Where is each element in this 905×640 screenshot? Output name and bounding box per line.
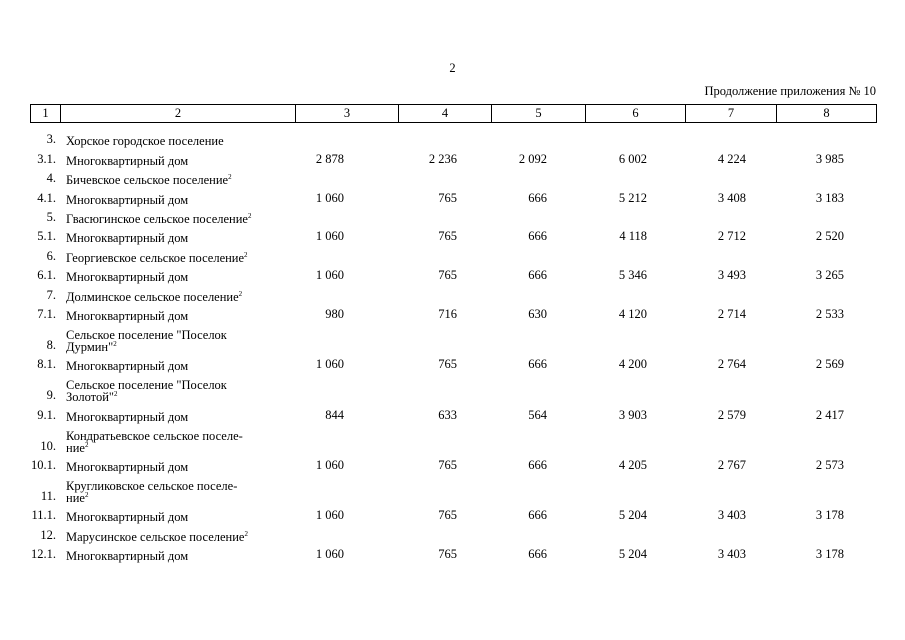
table-row: [30, 322, 876, 353]
value-cell: [398, 523, 491, 542]
value-cell: 1 060: [315, 458, 344, 473]
value-cell: [585, 128, 685, 147]
row-number: 7.1.: [37, 306, 56, 321]
column-header: 2: [61, 105, 296, 123]
row-number: 10.1.: [31, 458, 56, 473]
value-cell: [491, 206, 585, 225]
table-row: [30, 128, 876, 147]
row-number: 12.1.: [31, 547, 56, 562]
value-cell: [491, 372, 585, 403]
row-name: [60, 225, 295, 244]
footnote-marker: 2: [84, 490, 89, 499]
column-header: 7: [686, 105, 777, 123]
value-cell: 3 403: [717, 508, 746, 523]
row-number: 8.: [46, 337, 56, 352]
value-cell: [776, 167, 876, 186]
table-row: [30, 473, 876, 504]
value-cell: [685, 372, 776, 403]
column-header: 5: [492, 105, 586, 123]
row-name: [60, 473, 295, 504]
value-cell: 3 493: [717, 268, 746, 283]
column-header-row: [31, 105, 877, 123]
value-cell: [398, 167, 491, 186]
row-name-text: Многоквартирный дом: [66, 153, 189, 168]
value-cell: 666: [528, 229, 547, 244]
value-cell: [491, 128, 585, 147]
row-name-text: Долминское сельское поселение: [66, 289, 239, 304]
value-cell: 2 579: [717, 407, 746, 422]
value-cell: [776, 473, 876, 504]
value-cell: 2 767: [717, 458, 746, 473]
value-cell: [776, 322, 876, 353]
row-name: [60, 303, 295, 322]
value-cell: [491, 244, 585, 263]
value-cell: 3 265: [815, 268, 844, 283]
footnote-marker: 2: [228, 173, 232, 182]
value-cell: [295, 423, 398, 454]
value-cell: 765: [438, 357, 457, 372]
value-cell: [398, 283, 491, 302]
column-header: 8: [777, 105, 877, 123]
table-row: [30, 303, 876, 322]
column-header: 1: [31, 105, 61, 123]
value-cell: 666: [528, 190, 547, 205]
value-cell: [776, 244, 876, 263]
value-cell: 765: [438, 547, 457, 562]
row-name: [60, 283, 295, 302]
row-name-line2: Дурмин": [66, 339, 114, 354]
row-number: 3.: [46, 132, 56, 147]
value-cell: 2 520: [815, 229, 844, 244]
row-name-line1: Сельское поселение "Поселок: [66, 327, 227, 342]
value-cell: [295, 322, 398, 353]
row-number: 9.1.: [37, 407, 56, 422]
value-cell: [685, 322, 776, 353]
value-cell: [295, 523, 398, 542]
value-cell: 765: [438, 508, 457, 523]
row-name: [60, 454, 295, 473]
row-name-line1: Кондратьевское сельское поселе-: [66, 428, 243, 443]
row-number: 11.: [40, 489, 56, 504]
value-cell: 666: [528, 458, 547, 473]
table-row: [30, 353, 876, 372]
row-number: 4.1.: [37, 190, 56, 205]
value-cell: 765: [438, 268, 457, 283]
column-header-table: [30, 104, 877, 123]
row-name: [60, 523, 295, 542]
row-name-line1: Сельское поселение "Поселок: [66, 378, 227, 393]
row-number: 11.1.: [31, 508, 56, 523]
table-row: [30, 423, 876, 454]
row-name: [60, 423, 295, 454]
value-cell: [685, 523, 776, 542]
value-cell: [295, 128, 398, 147]
row-name: [60, 147, 295, 166]
value-cell: 3 178: [815, 547, 844, 562]
footnote-marker: 2: [84, 440, 89, 449]
value-cell: 3 403: [717, 547, 746, 562]
value-cell: [295, 372, 398, 403]
row-name: [60, 403, 295, 422]
value-cell: [585, 206, 685, 225]
row-name-text: Многоквартирный дом: [66, 460, 189, 475]
footnote-marker: 2: [244, 250, 248, 259]
row-name: [60, 504, 295, 523]
footnote-marker: 2: [113, 339, 117, 348]
row-name: [60, 206, 295, 225]
value-cell: [398, 372, 491, 403]
value-cell: [776, 128, 876, 147]
value-cell: 5 204: [618, 508, 647, 523]
value-cell: 666: [528, 547, 547, 562]
value-cell: 4 120: [618, 306, 647, 321]
row-name-text: Гвасюгинское сельское поселение: [66, 211, 248, 226]
row-name-text: Многоквартирный дом: [66, 192, 189, 207]
table-row: [30, 244, 876, 263]
value-cell: 2 092: [518, 151, 547, 166]
footnote-marker: 2: [114, 390, 118, 399]
value-cell: 980: [325, 306, 344, 321]
table-row: [30, 225, 876, 244]
table-row: [30, 403, 876, 422]
value-cell: [585, 372, 685, 403]
value-cell: [491, 283, 585, 302]
row-name: [60, 372, 295, 403]
value-cell: 2 417: [815, 407, 844, 422]
value-cell: [776, 523, 876, 542]
value-cell: 2 714: [717, 306, 746, 321]
row-name: [60, 543, 295, 562]
value-cell: 564: [528, 407, 547, 422]
value-cell: [295, 167, 398, 186]
value-cell: [685, 244, 776, 263]
value-cell: 2 712: [717, 229, 746, 244]
value-cell: [295, 473, 398, 504]
row-name-text: Многоквартирный дом: [66, 231, 189, 246]
value-cell: 633: [438, 407, 457, 422]
value-cell: 2 533: [815, 306, 844, 321]
row-number: 5.1.: [37, 229, 56, 244]
value-cell: [398, 128, 491, 147]
value-cell: 5 204: [618, 547, 647, 562]
value-cell: 3 903: [618, 407, 647, 422]
value-cell: 3 183: [815, 190, 844, 205]
row-name-line1: Кругликовское сельское поселе-: [66, 479, 238, 494]
row-name-text: Многоквартирный дом: [66, 359, 189, 374]
value-cell: 765: [438, 190, 457, 205]
row-name: [60, 128, 295, 147]
value-cell: 716: [438, 306, 457, 321]
table-row: [30, 167, 876, 186]
value-cell: 5 346: [618, 268, 647, 283]
value-cell: [585, 423, 685, 454]
row-number: 6.: [46, 248, 56, 263]
table-row: [30, 454, 876, 473]
value-cell: [295, 244, 398, 263]
value-cell: [398, 322, 491, 353]
value-cell: [398, 244, 491, 263]
value-cell: 2 878: [315, 151, 344, 166]
table-row: [30, 504, 876, 523]
value-cell: [295, 283, 398, 302]
row-number: 6.1.: [37, 268, 56, 283]
value-cell: 1 060: [315, 547, 344, 562]
continuation-note: Продолжение приложения № 10: [704, 84, 876, 98]
value-cell: 1 060: [315, 268, 344, 283]
table-row: [30, 543, 876, 562]
value-cell: [585, 523, 685, 542]
row-number: 4.: [46, 171, 56, 186]
value-cell: [685, 423, 776, 454]
footnote-marker: 2: [247, 211, 252, 220]
value-cell: 6 002: [618, 151, 647, 166]
table-row: [30, 206, 876, 225]
value-cell: [685, 128, 776, 147]
table-row: [30, 264, 876, 283]
table-row: [30, 186, 876, 205]
value-cell: [398, 423, 491, 454]
value-cell: 630: [528, 306, 547, 321]
footnote-marker: 2: [244, 529, 248, 538]
row-name: [60, 264, 295, 283]
row-name-text: Многоквартирный дом: [66, 549, 189, 564]
row-name-text: Многоквартирный дом: [66, 308, 189, 323]
table-row: [30, 372, 876, 403]
value-cell: 4 224: [717, 151, 746, 166]
value-cell: 2 573: [815, 458, 844, 473]
value-cell: [585, 167, 685, 186]
value-cell: [398, 473, 491, 504]
row-name-text: Многоквартирный дом: [66, 270, 189, 285]
value-cell: 666: [528, 268, 547, 283]
value-cell: 1 060: [315, 357, 344, 372]
value-cell: 844: [325, 407, 344, 422]
value-cell: 765: [438, 229, 457, 244]
value-cell: [685, 473, 776, 504]
row-name: [60, 186, 295, 205]
value-cell: [585, 244, 685, 263]
row-name-line2: Золотой": [66, 390, 115, 405]
footnote-marker: 2: [238, 289, 243, 298]
value-cell: 1 060: [315, 229, 344, 244]
row-name-text: Георгиевское сельское поселение: [66, 250, 245, 265]
value-cell: 3 178: [815, 508, 844, 523]
value-cell: 1 060: [315, 508, 344, 523]
value-cell: [295, 206, 398, 225]
column-header: 6: [586, 105, 686, 123]
value-cell: 4 118: [619, 229, 647, 244]
row-name: [60, 322, 295, 353]
value-cell: 765: [438, 458, 457, 473]
row-name: [60, 167, 295, 186]
row-number: 10.: [40, 438, 56, 453]
value-cell: 666: [528, 357, 547, 372]
value-cell: [776, 423, 876, 454]
data-table: [30, 128, 876, 562]
value-cell: 1 060: [315, 190, 344, 205]
value-cell: 2 764: [717, 357, 746, 372]
value-cell: 2 236: [428, 151, 457, 166]
value-cell: 666: [528, 508, 547, 523]
value-cell: [585, 473, 685, 504]
value-cell: 5 212: [618, 190, 647, 205]
value-cell: [685, 206, 776, 225]
value-cell: [776, 206, 876, 225]
table-body: [30, 128, 876, 562]
value-cell: [491, 322, 585, 353]
value-cell: [398, 206, 491, 225]
row-name: [60, 244, 295, 263]
row-number: 7.: [46, 287, 56, 302]
row-name-text: Хорское городское поселение: [66, 134, 224, 149]
value-cell: [585, 283, 685, 302]
row-name: [60, 353, 295, 372]
row-name-text: Бичевское сельское поселение: [66, 173, 229, 188]
value-cell: 2 569: [815, 357, 844, 372]
value-cell: [685, 167, 776, 186]
row-number: 9.: [46, 388, 56, 403]
column-header: 3: [296, 105, 399, 123]
row-number: 5.: [46, 209, 56, 224]
row-name-text: Многоквартирный дом: [66, 409, 189, 424]
table-row: [30, 147, 876, 166]
row-name-line2: ние: [66, 440, 85, 455]
value-cell: 3 985: [815, 151, 844, 166]
value-cell: [491, 167, 585, 186]
row-name-line2: ние: [66, 491, 85, 506]
value-cell: [776, 283, 876, 302]
row-number: 3.1.: [37, 151, 56, 166]
value-cell: 4 205: [618, 458, 647, 473]
value-cell: 4 200: [618, 357, 647, 372]
table-row: [30, 283, 876, 302]
row-name-text: Марусинское сельское поселение: [66, 529, 245, 544]
page-number: 2: [449, 61, 456, 75]
table-row: [30, 523, 876, 542]
row-name-text: Многоквартирный дом: [66, 510, 189, 525]
value-cell: [491, 523, 585, 542]
value-cell: [685, 283, 776, 302]
row-number: 8.1.: [37, 357, 56, 372]
row-number: 12.: [40, 527, 56, 542]
value-cell: [776, 372, 876, 403]
column-header: 4: [399, 105, 492, 123]
value-cell: [491, 473, 585, 504]
value-cell: [491, 423, 585, 454]
value-cell: 3 408: [717, 190, 746, 205]
value-cell: [585, 322, 685, 353]
